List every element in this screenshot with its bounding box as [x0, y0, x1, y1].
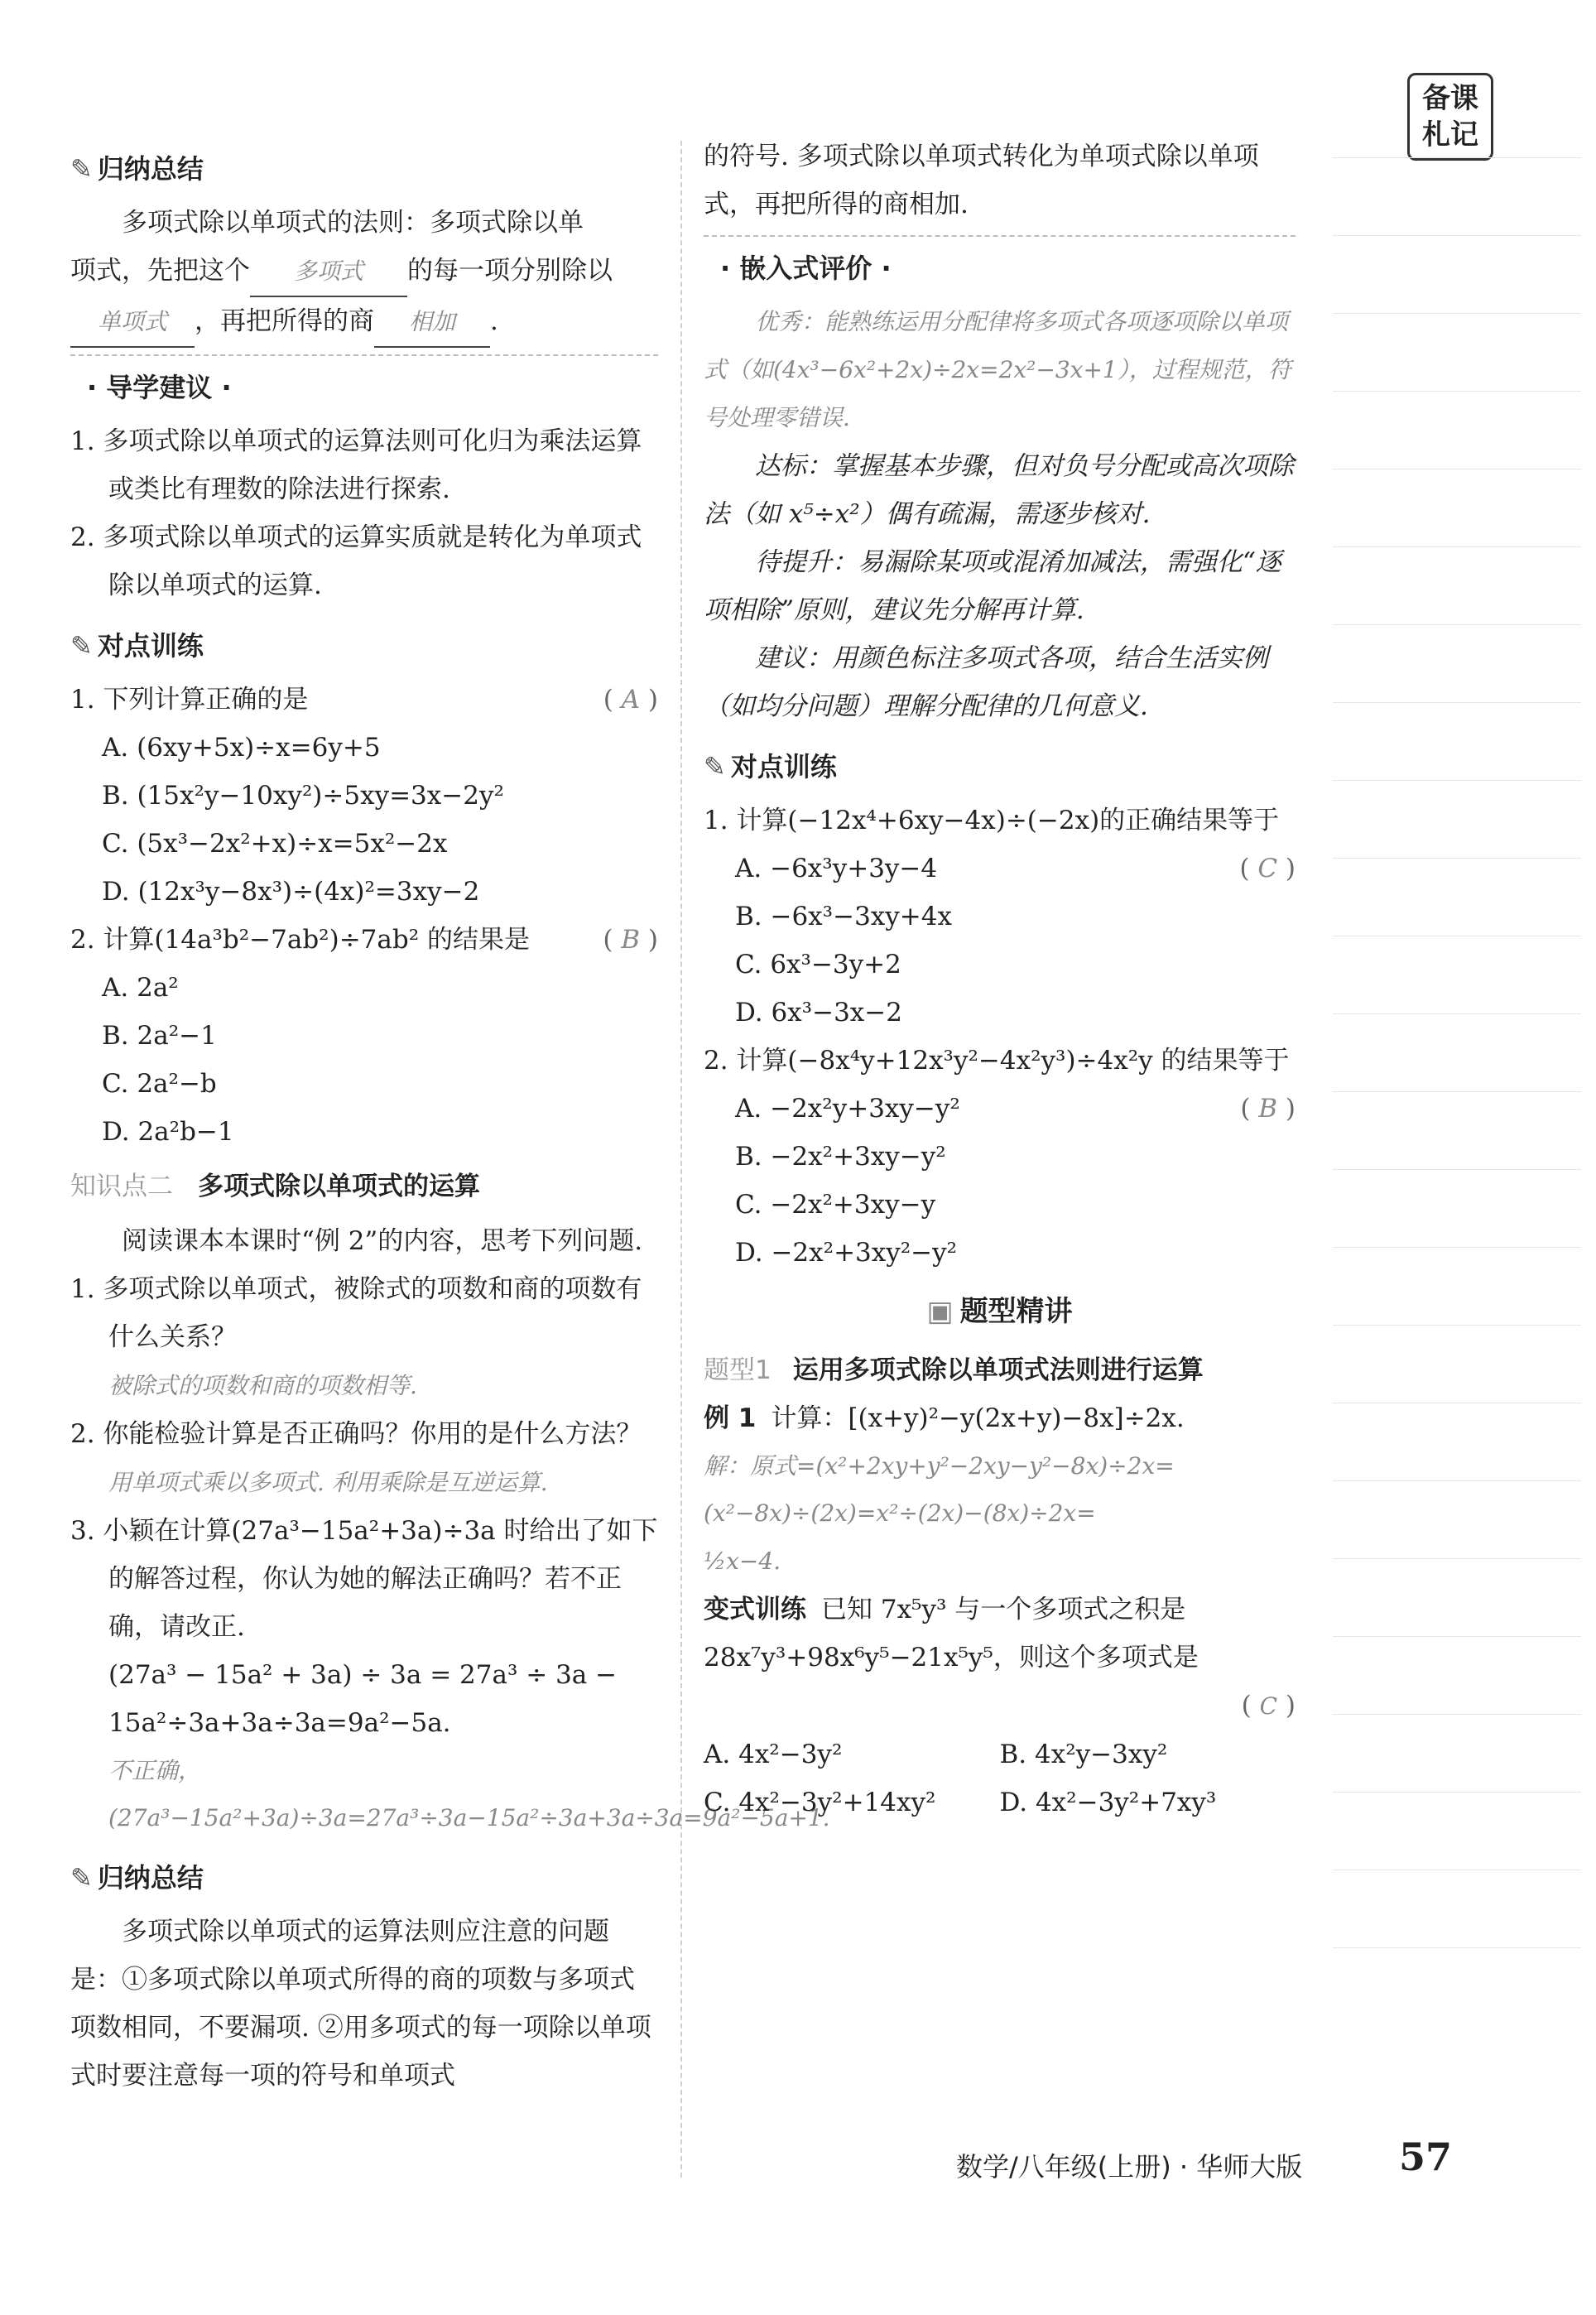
read-prompt: 阅读课本本课时“例 2”的内容，思考下列问题.: [122, 1226, 643, 1256]
summary-2-text: 多项式除以单项式的运算法则应注意的问题是：①多项式除以单项式所得的商的项数与多项式项数相同，不要漏项. ②用多项式的每一项除以单项式时要注意每一项的符号和单项式: [70, 1917, 651, 2091]
lesson-notes-text: 备课札记: [1422, 82, 1478, 152]
pencil-icon: ✎: [70, 153, 93, 185]
eval-heading: · 嵌入式评价 ·: [720, 253, 892, 284]
blank-1: 多项式: [250, 248, 407, 297]
question-4-stem: 2. 计算(−8x⁴y+12x³y²−4x²y³)÷4x²y 的结果等于 ( B ): [704, 1046, 1296, 1124]
q1-option-c: C. (5x³−2x²+x)÷x=5x²−2x: [102, 829, 448, 859]
question-1-stem: 1. 下列计算正确的是 ( A ): [70, 685, 658, 715]
eval-suggest: 建议：用颜色标注多项式各项，结合生活实例（如均分问题）理解分配律的几何意义.: [704, 643, 1268, 721]
type-1-heading: 题型1 运用多项式除以单项式法则进行运算: [704, 1355, 1204, 1385]
summary-heading-1: ✎ 归纳总结: [70, 153, 204, 185]
think-q3-work: (27a³ − 15a² + 3a) ÷ 3a = 27a³ ÷ 3a − 15a²÷3a+3a÷3a=9a²−5a.: [108, 1660, 618, 1738]
q4-option-a: A. −2x²y+3xy−y²: [735, 1094, 960, 1124]
variant-answer: ( C ): [1241, 1691, 1296, 1721]
knowledge-point-2: 知识点二 多项式除以单项式的运算: [70, 1172, 480, 1201]
q4-option-c: C. −2x²+3xy−y: [735, 1190, 936, 1220]
page-number: 57: [1399, 2135, 1453, 2179]
q1-option-d: D. (12x³y−8x³)÷(4x)²=3xy−2: [102, 877, 480, 907]
book-title: 数学/八年级(上册) · 华师大版: [956, 2151, 1303, 2183]
summary-2-continued: 的符号. 多项式除以单项式转化为单项式除以单项式，再把所得的商相加.: [704, 142, 1259, 219]
q2-option-a: A. 2a²: [102, 973, 179, 1003]
training-heading-right: ✎ 对点训练: [704, 751, 837, 782]
think-q1: 1. 多项式除以单项式，被除式的项数和商的项数有什么关系？: [70, 1274, 642, 1352]
right-column: [704, 132, 1296, 1826]
book-icon: ▣: [926, 1295, 954, 1328]
summary-line-1: 多项式除以单项式的法则：多项式除以单: [122, 208, 584, 238]
question-2-stem: 2. 计算(14a³b²−7ab²)÷7ab² 的结果是 ( B ): [70, 925, 658, 955]
q2-option-d: D. 2a²b−1: [102, 1117, 234, 1147]
variant-training: 变式训练 已知 7x⁵y³ 与一个多项式之积是 28x⁷y³+98x⁶y⁵−21x⁵y⁵，则这个多项式是: [704, 1595, 1199, 1672]
variant-option-a: A. 4x²−3y²: [704, 1740, 843, 1769]
summary-heading-2: ✎ 归纳总结: [70, 1862, 204, 1894]
q4-option-b: B. −2x²+3xy−y²: [735, 1142, 946, 1172]
eval-pass: 达标：掌握基本步骤，但对负号分配或高次项除法（如 x⁵÷x²）偶有疏漏，需逐步核对.: [704, 451, 1294, 529]
pencil-icon: ✎: [70, 630, 93, 662]
example-1-solution: 解：原式=(x²+2xy+y²−2xy−y²−8x)÷2x=(x²−8x)÷(2x)=x²÷(2x)−(8x)÷2x=: [704, 1452, 1175, 1527]
think-q3: 3. 小颖在计算(27a³−15a²+3a)÷3a 时给出了如下的解答过程，你认为她的解法正确吗？若不正确，请改正.: [70, 1516, 658, 1642]
training-heading-left: ✎ 对点训练: [70, 630, 204, 662]
note-lines: [1333, 157, 1581, 2103]
guide-item-1: 1. 多项式除以单项式的运算法则可化归为乘法运算或类比有理数的除法进行探索.: [70, 426, 642, 504]
lesson-notes-label: [1407, 73, 1493, 161]
eval-improve: 待提升：易漏除某项或混淆加减法，需强化“逐项相除”原则，建议先分解再计算.: [704, 547, 1281, 625]
think-q2: 2. 你能检验计算是否正确吗？你用的是什么方法？: [70, 1419, 642, 1449]
question-types-heading: ▣ 题型精讲: [926, 1295, 1073, 1328]
separator: [70, 354, 658, 356]
blank-2: 单项式: [70, 298, 195, 348]
blank-3: 相加: [374, 298, 490, 348]
guide-heading: · 导学建议 ·: [87, 372, 232, 403]
pencil-icon: ✎: [704, 751, 726, 782]
summary-line-3: 单项式 ，再把所得的商 相加 .: [70, 297, 658, 348]
example-1: 例 1 计算：[(x+y)²−y(2x+y)−8x]÷2x.: [704, 1403, 1185, 1433]
q2-option-c: C. 2a²−b: [102, 1069, 217, 1099]
q3-option-c: C. 6x³−3y+2: [735, 950, 901, 979]
variant-option-d: D. 4x²−3y²+7xy³: [999, 1788, 1217, 1817]
variant-options-row-2: [704, 1778, 1296, 1826]
answer-3: C: [1257, 854, 1278, 883]
summary-line-2: 项式，先把这个 多项式 的每一项分别除以: [70, 247, 658, 297]
pencil-icon: ✎: [70, 1862, 93, 1894]
answer-4: B: [1258, 1094, 1278, 1124]
example-1-result: ½x−4.: [704, 1547, 781, 1575]
q3-option-d: D. 6x³−3x−2: [735, 998, 902, 1028]
separator: [704, 235, 1296, 237]
variant-option-c: C. 4x²−3y²+14xy²: [704, 1788, 936, 1817]
q4-option-d: D. −2x²+3xy²−y²: [735, 1238, 958, 1268]
think-q3-answer: 不正确，(27a³−15a²+3a)÷3a=27a³÷3a−15a²÷3a+3a÷3a=9a²−5a+1.: [108, 1757, 830, 1831]
think-q2-answer: 用单项式乘以多项式. 利用乘除是互逆运算.: [108, 1469, 548, 1496]
q1-option-a: A. (6xy+5x)÷x=6y+5: [102, 733, 381, 763]
column-divider: [680, 141, 682, 2178]
q1-option-b: B. (15x²y−10xy²)÷5xy=3x−2y²: [102, 781, 504, 811]
q3-option-b: B. −6x³−3xy+4x: [735, 902, 952, 931]
guide-item-2: 2. 多项式除以单项式的运算实质就是转化为单项式除以单项式的运算.: [70, 522, 642, 600]
eval-excellent: 优秀：能熟练运用分配律将多项式各项逐项除以单项式（如(4x³−6x²+2x)÷2x=2x²−3x+1），过程规范，符号处理零错误.: [704, 308, 1291, 431]
think-q1-answer: 被除式的项数和商的项数相等.: [108, 1372, 417, 1399]
q3-option-a: A. −6x³y+3y−4: [735, 854, 938, 883]
question-3-stem: 1. 计算(−12x⁴+6xy−4x)÷(−2x)的正确结果等于 ( C ): [704, 806, 1296, 883]
answer-2: B: [621, 925, 641, 955]
variant-option-b: B. 4x²y−3xy²: [999, 1740, 1168, 1769]
answer-1: A: [621, 685, 641, 715]
variant-options-row-1: [704, 1730, 1296, 1778]
q2-option-b: B. 2a²−1: [102, 1021, 217, 1051]
